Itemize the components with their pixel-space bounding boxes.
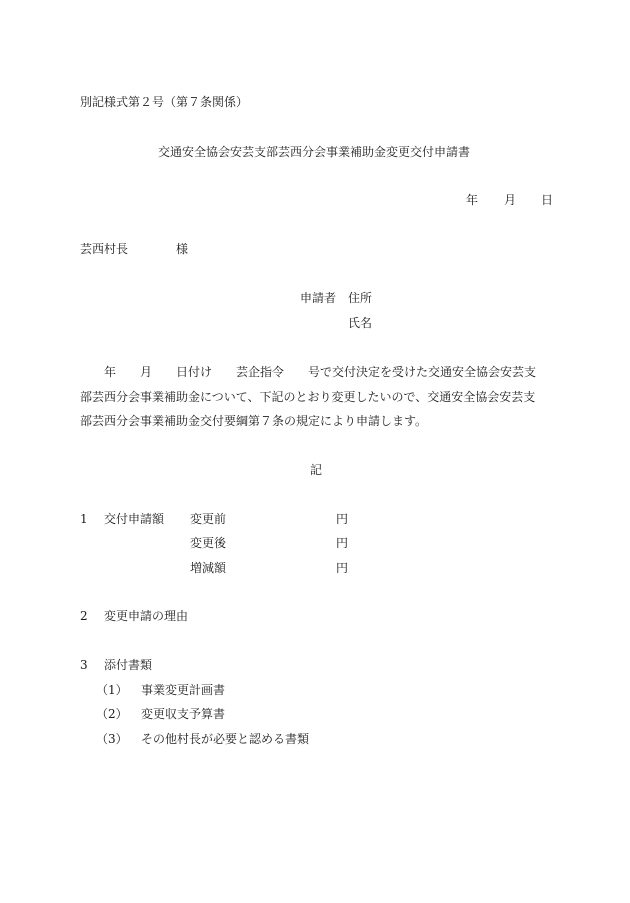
date-month: 月 <box>504 193 517 207</box>
subitem-3-label: その他村長が必要と認める書類 <box>141 732 310 746</box>
item-3-label: 添付書類 <box>104 658 153 672</box>
subitem-1-label: 事業変更計画書 <box>141 683 226 697</box>
before-change-unit: 円 <box>336 512 349 526</box>
name-label: 氏名 <box>348 316 373 330</box>
item-3-number: 3 <box>80 658 88 672</box>
subitem-3-number: （3） <box>96 732 128 746</box>
date-day: 日 <box>541 193 554 207</box>
item-2-label: 変更申請の理由 <box>104 609 189 623</box>
subitem-2-label: 変更収支予算書 <box>141 707 226 721</box>
subitem-2-number: （2） <box>96 707 128 721</box>
address-label: 住所 <box>348 291 373 305</box>
body-line-2: 部芸西分会事業補助金について、下記のとおり変更したいので、交通安全協会安芸支 <box>80 390 536 404</box>
applicant-label: 申請者 <box>300 291 337 305</box>
subitem-1-number: （1） <box>96 683 128 697</box>
body-line-1: 年 月 日付け 芸企指令 号で交付決定を受けた交通安全協会安芸支 <box>104 365 537 379</box>
body-line-3: 部芸西分会事業補助金交付要綱第７条の規定により申請します。 <box>80 414 428 428</box>
after-change-label: 変更後 <box>190 536 227 550</box>
item-1-label: 交付申請額 <box>104 512 165 526</box>
addressee-honorific: 様 <box>176 242 189 256</box>
item-2-number: 2 <box>80 609 88 623</box>
difference-unit: 円 <box>336 561 349 575</box>
difference-label: 増減額 <box>190 561 227 575</box>
ki-heading: 記 <box>310 463 323 477</box>
before-change-label: 変更前 <box>190 512 227 526</box>
addressee-name: 芸西村長 <box>80 242 129 256</box>
document-title: 交通安全協会安芸支部芸西分会事業補助金変更交付申請書 <box>158 145 471 159</box>
form-header: 別記様式第２号（第７条関係） <box>80 95 249 109</box>
item-1-number: 1 <box>80 512 88 526</box>
date-year: 年 <box>466 193 479 207</box>
after-change-unit: 円 <box>336 536 349 550</box>
